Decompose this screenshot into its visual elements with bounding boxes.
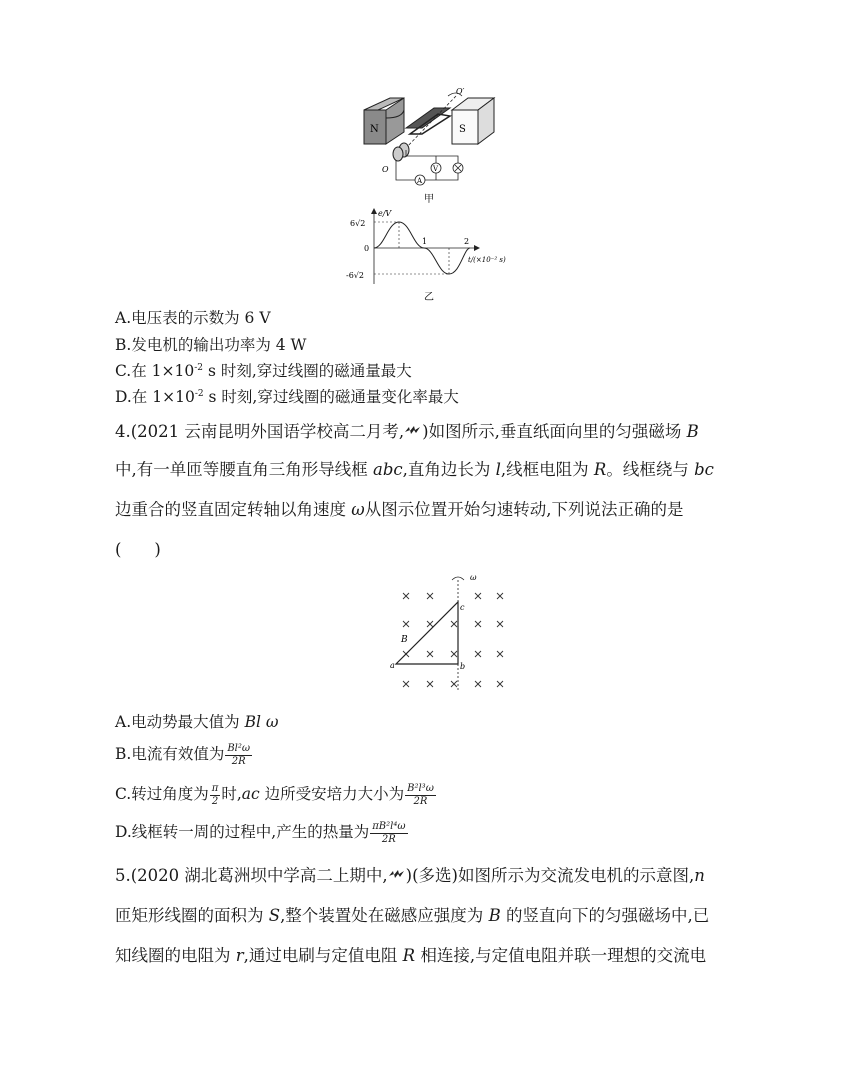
fraction-angle: $\frac{\pi}{2}$ <box>211 782 219 807</box>
q4-option-b: B.电流有效值为 $\frac{\text{Bl²ω}}{2R}$ <box>115 742 251 767</box>
q4-line-3: 边重合的竖直固定转轴以角速度 ω从图示位置开始匀速转动,下列说法正确的是 <box>115 500 684 519</box>
q4-option-a: A.电动势最大值为 Bl ω <box>115 713 279 731</box>
y-axis-label: e/V <box>378 209 392 218</box>
figure-jia-caption: 甲 <box>424 194 434 205</box>
label-o: O <box>382 165 389 174</box>
label-omega: ω <box>470 573 477 582</box>
difficulty-stars-icon <box>404 425 422 435</box>
x-tick-1: 1 <box>422 237 428 246</box>
q3-option-a: A.电压表的示数为 6 V <box>115 309 271 327</box>
magnet-s-label: S <box>459 124 466 135</box>
label-a: a <box>390 661 395 670</box>
q3-option-c: C.在 $1\times 10^{-2}$ s 时刻,穿过线圈的磁通量最大 <box>115 362 412 380</box>
magnet-n-label: N <box>370 124 379 135</box>
ammeter-label: A <box>417 177 423 185</box>
q5-line-3: 知线圈的电阻为 r,通过电刷与定值电阻 R 相连接,与定值电阻并联一理想的交流电 <box>115 946 707 965</box>
label-b: b <box>460 662 466 671</box>
fraction-b: $\frac{\text{Bl²ω}}{2R}$ <box>227 742 251 767</box>
q3-option-b: B.发电机的输出功率为 4 W <box>115 336 307 354</box>
q3-option-d: D.在 $1\times 10^{-2}$ s 时刻,穿过线圈的磁通量变化率最大 <box>115 388 459 406</box>
q4-answer-bracket: ( ) <box>115 540 161 559</box>
label-o-prime: O′ <box>456 88 465 96</box>
figure-jia-generator <box>360 88 500 206</box>
fraction-c: $\frac{\text{B²l³ω}}{2R}$ <box>407 782 434 807</box>
voltmeter-label: V <box>433 165 439 173</box>
y-tick-top: 6√2 <box>350 219 366 228</box>
q4-line-1: 4.(2021 云南昆明外国语学校高二月考, )如图所示,垂直纸面向里的匀强磁场 B <box>115 422 699 441</box>
q5-line-1: 5.(2020 湖北葛洲坝中学高二上期中, )(多选)如图所示为交流发电机的示意图,n <box>115 866 705 885</box>
figure-yi-caption: 乙 <box>424 292 434 303</box>
label-b-field: B <box>401 635 408 645</box>
q4-line-2: 中,有一单匝等腰直角三角形导线框 abc,直角边长为 l,线框电阻为 R。线框绕与 bc <box>115 460 714 479</box>
x-axis-label: t/(×10⁻² s) <box>468 256 506 264</box>
q4-option-c: C.转过角度为 $\frac{\pi}{2}$ 时,ac 边所受安培力大小为 $\frac{\text{B²l³ω}}{2R}$ <box>115 782 434 807</box>
fraction-d: $\frac{\text{πB²l⁴ω}}{2R}$ <box>372 820 406 845</box>
q4-option-d: D.线框转一周的过程中,产生的热量为 $\frac{\text{πB²l⁴ω}}{2R}$ <box>115 820 406 845</box>
label-c: c <box>460 603 465 612</box>
difficulty-stars-icon <box>388 869 406 879</box>
y-tick-bottom: -6√2 <box>346 271 364 280</box>
q4-magnetic-field-figure <box>388 572 512 694</box>
y-tick-zero: 0 <box>364 244 370 253</box>
x-tick-2: 2 <box>464 237 470 246</box>
q5-line-2: 匝矩形线圈的面积为 S,整个装置处在磁感应强度为 B 的竖直向下的匀强磁场中,已 <box>115 906 710 925</box>
figure-yi-sine-graph <box>340 206 520 304</box>
